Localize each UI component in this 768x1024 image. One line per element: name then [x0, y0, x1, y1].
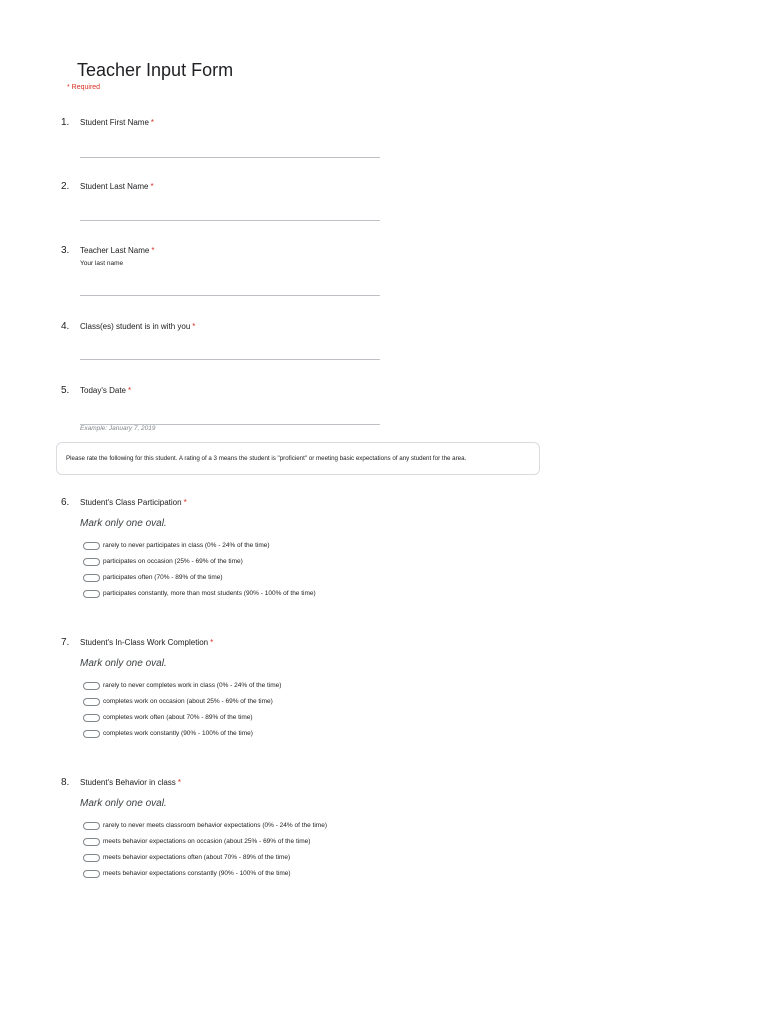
question-number: 2. [61, 181, 70, 192]
required-star: * [183, 498, 187, 507]
question-helper-text: Your last name [80, 260, 124, 267]
form-title: Teacher Input Form [77, 60, 234, 80]
option-label: rarely to never meets classroom behavior expectations (0% - 24% of the time) [103, 822, 327, 829]
option-label: meets behavior expectations on occasion (about 25% - 69% of the time) [103, 838, 311, 845]
question-label: Student First Name * [80, 118, 155, 127]
required-star: * [150, 182, 154, 191]
oval-radio[interactable] [83, 574, 100, 582]
option-label: rarely to never completes work in class (0% - 24% of the time) [103, 682, 282, 689]
option-label: participates constantly, more than most students (90% - 100% of the time) [103, 590, 316, 597]
question-number: 8. [61, 777, 70, 788]
option-label: completes work on occasion (about 25% - 69% of the time) [103, 698, 273, 705]
option-label: participates often (70% - 89% of the time) [103, 574, 223, 581]
required-star: * [150, 118, 155, 127]
classes-input[interactable] [80, 359, 380, 360]
question-label: Student's Behavior in class * [80, 778, 181, 787]
student-last-name-input[interactable] [80, 220, 380, 221]
instructions-box [56, 442, 540, 475]
oval-radio[interactable] [83, 542, 100, 550]
question-number: 7. [61, 637, 70, 648]
oval-radio[interactable] [83, 682, 100, 690]
oval-radio[interactable] [83, 714, 100, 722]
question-number: 1. [61, 117, 70, 128]
option-label: meets behavior expectations constantly (90% - 100% of the time) [103, 870, 291, 877]
question-label: Student's Class Participation * [80, 498, 187, 507]
question-number: 5. [61, 385, 70, 396]
oval-radio[interactable] [83, 870, 100, 878]
option-label: completes work often (about 70% - 89% of the time) [103, 714, 253, 721]
question-number: 3. [61, 245, 70, 256]
option-label: rarely to never participates in class (0% - 24% of the time) [103, 542, 270, 549]
required-star: * [210, 638, 214, 647]
oval-radio[interactable] [83, 854, 100, 862]
question-number: 6. [61, 497, 70, 508]
oval-radio[interactable] [83, 558, 100, 566]
oval-radio[interactable] [83, 838, 100, 846]
instructions-text: Please rate the following for this student. A rating of a 3 means the student is "proficient" or meeting basic expectations of any student for the area. [66, 455, 467, 462]
question-label: Class(es) student is in with you * [80, 322, 196, 331]
required-star: * [192, 322, 196, 331]
oval-radio[interactable] [83, 730, 100, 738]
mark-one-instruction: Mark only one oval. [80, 798, 167, 809]
option-label: meets behavior expectations often (about 70% - 89% of the time) [103, 854, 291, 861]
question-label: Teacher Last Name * [80, 246, 155, 255]
required-star: * [151, 246, 155, 255]
question-label: Student's In-Class Work Completion * [80, 638, 214, 647]
oval-radio[interactable] [83, 590, 100, 598]
question-label: Student Last Name * [80, 182, 154, 191]
student-first-name-input[interactable] [80, 157, 380, 158]
mark-one-instruction: Mark only one oval. [80, 518, 167, 529]
required-star: * [177, 778, 181, 787]
mark-one-instruction: Mark only one oval. [80, 658, 167, 669]
option-label: completes work constantly (90% - 100% of the time) [103, 730, 253, 737]
question-number: 4. [61, 321, 70, 332]
teacher-last-name-input[interactable] [80, 295, 380, 296]
oval-radio[interactable] [83, 698, 100, 706]
option-label: participates on occasion (25% - 69% of the time) [103, 558, 243, 565]
oval-radio[interactable] [83, 822, 100, 830]
date-example-text: Example: January 7, 2019 [80, 425, 156, 432]
question-label: Today's Date * [80, 386, 132, 395]
required-note: * Required [67, 84, 101, 91]
required-star: * [128, 386, 132, 395]
